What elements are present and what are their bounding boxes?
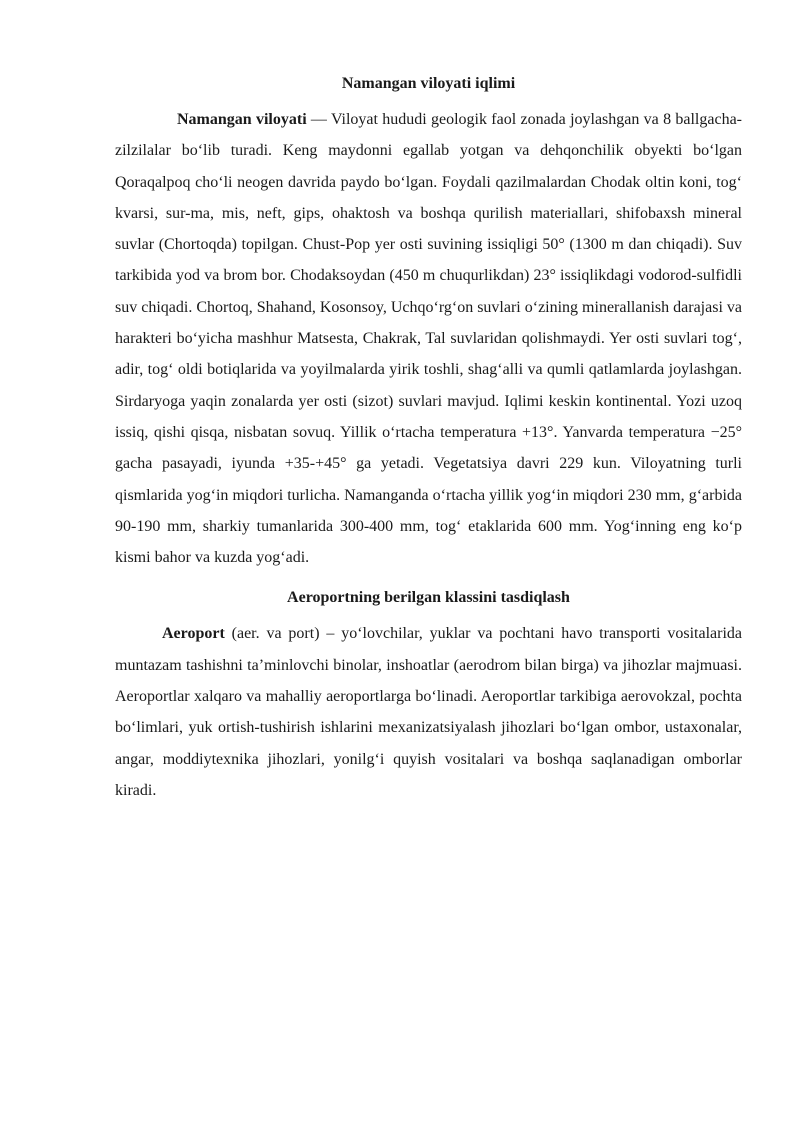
paragraph-body-text: — Viloyat hududi geologik faol zonada joylashgan va 8 ballgacha-zilzilalar boʻlib turadi. Keng maydonni egallab yotgan va dehqonchilik obyekti boʻlgan Qoraqalpoq choʻli neogen davrida paydo boʻlgan. Foydali qazilmalardan Chodak oltin koni, togʻ kvarsi, sur-ma, mis, neft, gips, ohaktosh va boshqa qurilish materiallari, shifobaxsh mineral suvlar (Chortoqda) topilgan. Chust-Pop yer osti suvining issiqligi 50° (1300 m dan chiqadi). Suv tarkibida yod va brom bor. Chodaksoydan (450 m chuqurlikdan) 23° issiqlikdagi vodorod-sulfidli suv chiqadi. Chortoq, Shahand, Kosonsoy, Uchqoʻrgʻon suvlari oʻzining minerallanish darajasi va harakteri boʻyicha mashhur Matsesta, Chakrak, Tal suvlaridan qolishmaydi. Yer osti suvlari togʻ, adir, togʻ oldi botiqlarida va yoyilmalarda yirik toshli, shagʻalli va qumli qatlamlarda joylashgan. Sirdaryoga yaqin zonalarda yer osti (sizot) suvlari mavjud. Iqlimi keskin kontinental. Yozi uzoq issiq, qishi qisqa, nisbatan sovuq. Yillik oʻrtacha temperatura +13°. Yanvarda temperatura −25° gacha pasayadi, iyunda +35-+45° ga yetadi. Vegetatsiya davri 229 kun. Viloyatning turli qismlarida yogʻin miqdori turlicha. Namanganda oʻrtacha yillik yogʻin miqdori 230 mm, gʻarbida 90-190 mm, sharkiy tumanlarida 300-400 mm, togʻ etaklarida 600 mm. Yogʻinning eng koʻp kismi bahor va kuzda yogʻadi.	[115, 111, 743, 567]
paragraph-body-text: (aer. va port) – yoʻlovchilar, yuklar va pochtani havo transporti vositalarida muntazam tashishni ta’minlovchi binolar, inshoatlar (aerodrom bilan birga) va jihozlar majmuasi. Aeroportlar xalqaro va mahalliy aeroportlarga boʻlinadi. Aeroportlar tarkibiga aerovokzal, pochta boʻlimlari, yuk ortish-tushirish ishlarini mexanizatsiyalash jihozlari boʻlgan ombor, ustaxonalar, angar, moddiytexnika jihozlari, yonilgʻi quyish vositalari va boshqa saqlanadigan omborlar kiradi.	[115, 625, 742, 799]
paragraph-airport-definition	[115, 618, 742, 806]
section-title-namangan-climate: Namangan viloyati iqlimi	[341, 75, 516, 92]
paragraph-lead-term: Namangan viloyati	[177, 111, 307, 128]
paragraph-namangan-climate	[115, 104, 742, 573]
paragraph-lead-term: Aeroport	[162, 625, 225, 643]
section-title-airport-class: Aeroportning berilgan klassini tasdiqlash	[287, 589, 570, 607]
document-page	[115, 74, 742, 806]
